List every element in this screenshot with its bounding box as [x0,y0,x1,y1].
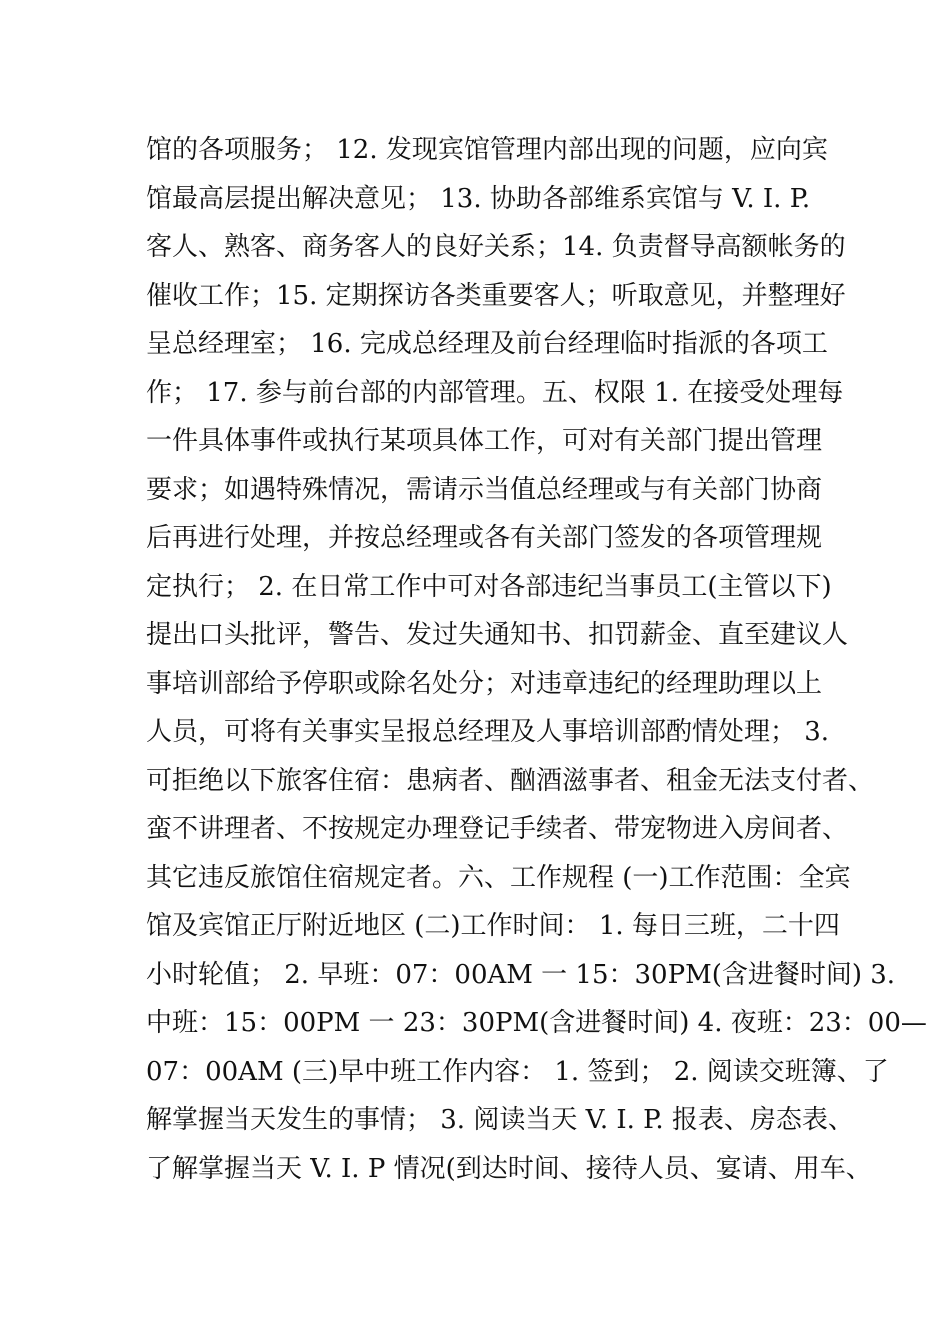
text-line: 要求；如遇特殊情况，需请示当值总经理或与有关部门协商 [146,474,823,505]
text-line: 解掌握当天发生的事情； 3. 阅读当天 V. I. P. 报表、房态表、 [146,1105,854,1135]
text-line: 呈总经理室； 16. 完成总经理及前台经理临时指派的各项工 [146,329,828,359]
text-line: 作； 17. 参与前台部的内部管理。五、权限 1. 在接受处理每 [146,377,844,408]
text-line: 07：00AM (三)早中班工作内容： 1. 签到； 2. 阅读交班簿、了 [146,1056,889,1087]
text-line: 蛮不讲理者、不按规定办理登记手续者、带宠物进入房间者、 [146,814,849,844]
text-line: 催收工作；15. 定期探访各类重要客人；听取意见，并整理好 [146,280,846,311]
text-line: 可拒绝以下旅客住宿：患病者、酗酒滋事者、租金无法支付者、 [146,765,875,796]
text-line: 馆最高层提出解决意见； 13. 协助各部维系宾馆与 V. I. P. [146,183,811,214]
text-line: 小时轮值； 2. 早班：07：00AM 一 15：30PM(含进餐时间) 3. [146,959,896,990]
text-line: 提出口头批评，警告、发过失通知书、扣罚薪金、直至建议人 [146,620,849,650]
text-line: 了解掌握当天 V. I. P 情况(到达时间、接待人员、宴请、用车、 [146,1153,872,1184]
text-line: 人员，可将有关事实呈报总经理及人事培训部酌情处理； 3. [146,717,830,747]
text-line: 中班：15：00PM 一 23：30PM(含进餐时间) 4. 夜班：23：00— [146,1008,927,1038]
text-line: 后再进行处理，并按总经理或各有关部门签发的各项管理规 [146,523,823,553]
text-line: 定执行； 2. 在日常工作中可对各部违纪当事员工(主管以下) [146,571,832,602]
body-text [146,126,927,1193]
text-line: 一件具体事件或执行某项具体工作，可对有关部门提出管理 [146,426,823,456]
text-line: 事培训部给予停职或除名处分；对违章违纪的经理助理以上 [146,668,823,699]
text-line: 其它违反旅馆住宿规定者。六、工作规程 (一)工作范围：全宾 [146,862,851,893]
text-line: 馆的各项服务； 12. 发现宾馆管理内部出现的问题，应向宾 [146,135,828,165]
text-line: 客人、熟客、商务客人的良好关系；14. 负责督导高额帐务的 [146,232,846,262]
text-line: 馆及宾馆正厅附近地区 (二)工作时间： 1. 每日三班，二十四 [146,911,840,941]
